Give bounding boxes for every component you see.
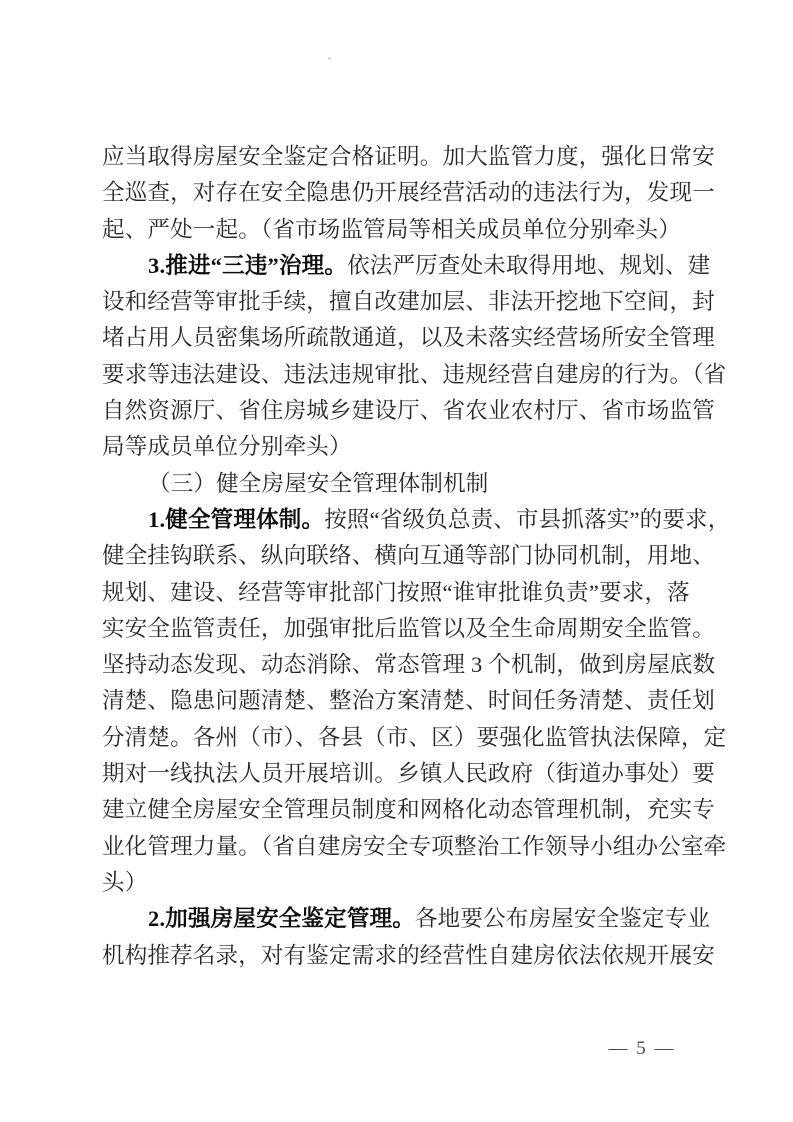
line-text: 清楚、隐患问题清楚、整治方案清楚、时间任务清楚、责任划 <box>102 688 715 714</box>
text-line <box>102 611 715 647</box>
paragraph-end-line <box>102 865 684 901</box>
paragraph-start-line <box>102 901 711 937</box>
line-text: 各地要公布房屋安全鉴定专业 <box>414 906 711 932</box>
line-text: 堵占用人员密集场所疏散通道，以及未落实经营场所安全管理 <box>102 325 715 351</box>
line-text: 期对一线执法人员开展培训。乡镇人民政府（街道办事处）要 <box>102 761 715 787</box>
bold-lead-heading: 1.健全管理体制。 <box>148 506 325 532</box>
text-line <box>102 575 690 611</box>
line-text: 业化管理力量。（省自建房安全专项整治工作领导小组办公室牵 <box>102 833 727 859</box>
line-text: 要求等违法建设、违法违规审批、违规经营自建房的行为。（省 <box>102 361 727 387</box>
text-line <box>102 320 715 356</box>
line-text: 规划、建设、经营等审批部门按照“谁审批谁负责”要求，落 <box>102 579 690 605</box>
text-line <box>102 938 715 974</box>
text-line <box>102 683 715 719</box>
line-text: 坚持动态发现、动态消除、常态管理 3 个机制，做到房屋底数 <box>102 652 716 678</box>
scan-artifact-dot <box>328 57 331 60</box>
document-text <box>102 139 731 974</box>
line-text: 实安全监管责任，加强审批后监管以及全生命周期安全监管。 <box>102 615 715 641</box>
paragraph-start-line <box>102 248 711 284</box>
text-line <box>102 792 715 828</box>
text-line <box>102 393 715 429</box>
text-line <box>102 175 715 211</box>
line-text: 应当取得房屋安全鉴定合格证明。加大监管力度，强化日常安 <box>102 144 715 169</box>
text-line <box>102 647 716 683</box>
line-text: 按照“省级负总责、市县抓落实”的要求， <box>324 506 731 532</box>
text-line <box>102 538 715 574</box>
bold-lead-heading: 3.推进“三违”治理。 <box>148 252 348 278</box>
text-line <box>102 357 727 393</box>
bold-lead-heading: 2.加强房屋安全鉴定管理。 <box>148 906 415 932</box>
line-text: 建立健全房屋安全管理员制度和网格化动态管理机制，充实专 <box>102 797 715 823</box>
paragraph-end-line <box>102 429 684 465</box>
line-text: 健全挂钩联系、纵向联络、横向互通等部门协同机制，用地、 <box>102 543 715 569</box>
section-heading <box>102 466 684 502</box>
section-heading-text: （三）健全房屋安全管理体制机制 <box>148 470 489 496</box>
text-line <box>102 284 715 320</box>
line-text: 自然资源厅、省住房城乡建设厅、省农业农村厅、省市场监管 <box>102 398 715 424</box>
page-number: — 5 — <box>608 1038 676 1059</box>
text-line <box>102 720 727 756</box>
line-text: 分清楚。各州（市）、各县（市、区）要强化监管执法保障，定 <box>102 724 727 750</box>
paragraph-end-line <box>102 212 684 248</box>
line-text: 依法严厉查处未取得用地、规划、建 <box>347 252 711 278</box>
line-text: 设和经营等审批手续，擅自改建加层、非法开挖地下空间，封 <box>102 289 715 315</box>
line-text: 头） <box>102 869 148 895</box>
line-text: 全巡查，对存在安全隐患仍开展经营活动的违法行为，发现一 <box>102 180 715 206</box>
line-text: 机构推荐名录，对有鉴定需求的经营性自建房依法依规开展安 <box>102 942 715 968</box>
text-line <box>102 139 715 175</box>
line-text: 起、严处一起。（省市场监管局等相关成员单位分别牵头） <box>102 216 681 242</box>
text-line <box>102 829 727 865</box>
text-line <box>102 756 715 792</box>
line-text: 局等成员单位分别牵头） <box>102 434 352 460</box>
paragraph-start-line <box>102 502 731 538</box>
